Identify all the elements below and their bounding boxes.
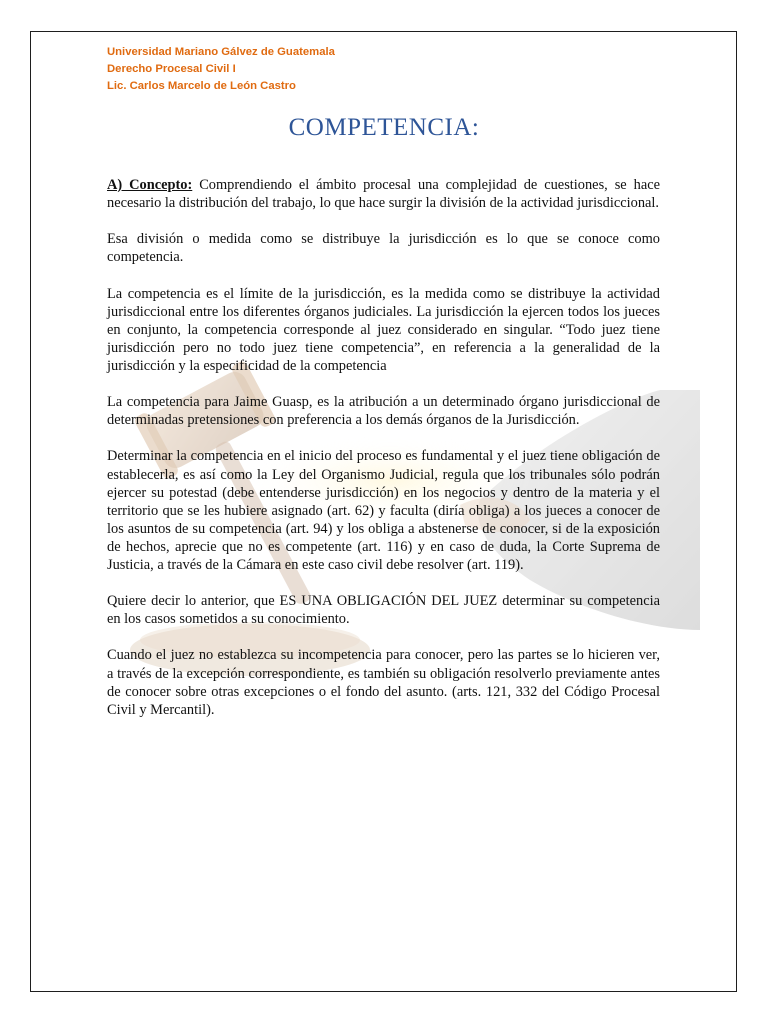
paragraph-determinar-competencia: Determinar la competencia en el inicio del proceso es fundamental y el juez tiene obligación de establecerla, es así como la Ley del Organismo Judicial, regula que los tribunales sólo podrán ejercer su potestad (debe entenderse jurisdicción) en los negocios y dentro de la materia y el territorio que se les hubiere asignado (art. 62) y faculta (diría obliga) a los jueces a conocer de los asuntos de su competencia (art. 94) y los obliga a abstenerse de conocer, si de la exposición de hechos, aprecie que no es competente (art. 116) y en caso de duda, la Corte Suprema de Justicia, a través de la Cámara en este caso civil debe resolver (art. 119). bbox=[107, 448, 660, 573]
paragraph-jaime-guasp: La competencia para Jaime Guasp, es la atribución a un determinado órgano jurisdiccional de determinadas pretensiones con preferencia a los demás órganos de la Jurisdicción. bbox=[107, 394, 660, 429]
document-header bbox=[107, 44, 335, 95]
paragraph-incompetencia: Cuando el juez no establezca su incompetencia para conocer, pero las partes se lo hicieren ver, a través de la excepción correspondiente, es también su obligación resolverlo previamente antes de conocer sobre otras excepciones o el fondo del asunto. (arts. 121, 332 del Código Procesal Civil y Mercantil). bbox=[107, 647, 660, 718]
document-body bbox=[107, 176, 660, 737]
header-course: Derecho Procesal Civil I bbox=[107, 63, 236, 75]
paragraph-obligacion-juez: Quiere decir lo anterior, que ES UNA OBLIGACIÓN DEL JUEZ determinar su competencia en los casos sometidos a su conocimiento. bbox=[107, 593, 660, 628]
header-university: Universidad Mariano Gálvez de Guatemala bbox=[107, 46, 335, 58]
page-title: COMPETENCIA: bbox=[288, 114, 480, 141]
header-professor: Lic. Carlos Marcelo de León Castro bbox=[107, 80, 296, 92]
paragraph-division: Esa división o medida como se distribuye la jurisdicción es lo que se conoce como competencia. bbox=[107, 231, 660, 266]
concepto-label: A) Concepto: bbox=[107, 177, 193, 193]
paragraph-concepto bbox=[107, 176, 660, 212]
concepto-text: Comprendiendo el ámbito procesal una complejidad de cuestiones, se hace necesario la distribución del trabajo, lo que hace surgir la división de la actividad jurisdiccional. bbox=[107, 177, 660, 212]
paragraph-limite-jurisdiccion: La competencia es el límite de la jurisdicción, es la medida como se distribuye la actividad jurisdiccional entre los diferentes órganos judiciales. La jurisdicción la ejercen todos los jueces en conjunto, la competencia corresponde al juez considerado en singular. “Todo juez tiene jurisdicción pero no todo juez tiene competencia”, en referencia a la generalidad de la jurisdicción y la especificidad de la competencia bbox=[107, 285, 660, 374]
